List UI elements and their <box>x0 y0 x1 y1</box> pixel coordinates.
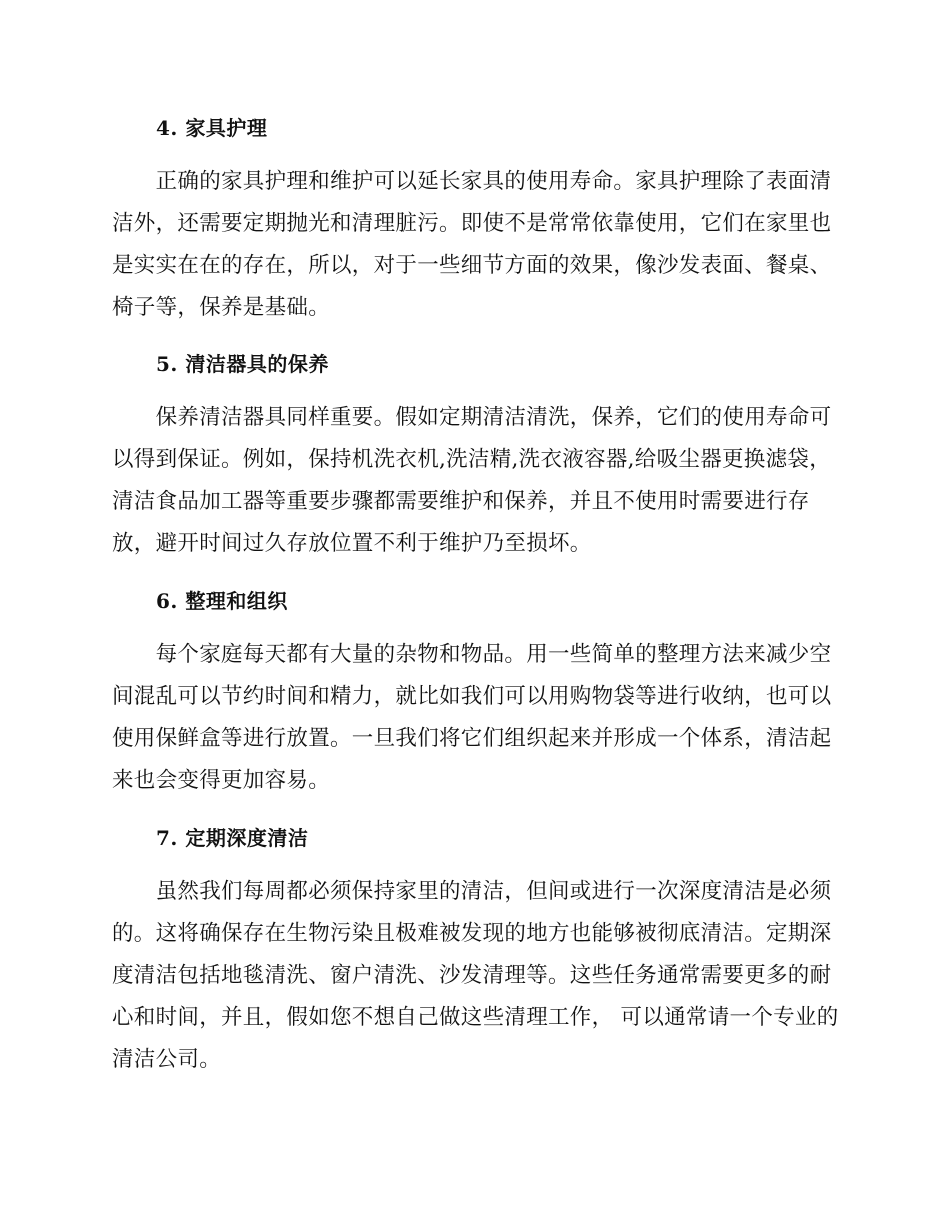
paragraph-line: 是实实在在的存在，所以，对于一些细节方面的效果，像沙发表面、餐桌、 <box>112 253 832 278</box>
paragraph-deep-cleaning <box>112 871 842 1081</box>
paragraph-line: 的。这将确保存在生物污染且极难被发现的地方也能够被彻底清洁。定期深 <box>112 921 832 946</box>
paragraph-line: 虽然我们每周都必须保持家里的清洁，但间或进行一次深度清洁是必须 <box>112 879 832 904</box>
paragraph-line: 每个家庭每天都有大量的杂物和物品。用一些简单的整理方法来减少空 <box>112 642 832 667</box>
section-heading-furniture-care: 4. 家具护理 <box>156 116 268 140</box>
section-heading-deep-cleaning: 7. 定期深度清洁 <box>156 826 309 850</box>
paragraph-line: 间混乱可以节约时间和精力，就比如我们可以用购物袋等进行收纳，也可以 <box>112 684 832 709</box>
paragraph-line: 清洁食品加工器等重要步骤都需要维护和保养，并且不使用时需要进行存 <box>112 489 810 514</box>
paragraph-organizing <box>112 634 842 802</box>
paragraph-line: 使用保鲜盒等进行放置。一旦我们将它们组织起来并形成一个体系，清洁起 <box>112 726 832 751</box>
paragraph-line: 度清洁包括地毯清洗、窗户清洗、沙发清理等。这些任务通常需要更多的耐 <box>112 963 832 988</box>
paragraph-furniture-care <box>112 161 842 329</box>
paragraph-line: 保养清洁器具同样重要。假如定期清洁清洗，保养，它们的使用寿命可 <box>112 405 832 430</box>
paragraph-line: 正确的家具护理和维护可以延长家具的使用寿命。家具护理除了表面清 <box>112 169 832 194</box>
section-heading-organizing: 6. 整理和组织 <box>156 589 288 613</box>
paragraph-line: 放，避开时间过久存放位置不利于维护乃至损坏。 <box>112 531 592 556</box>
paragraph-line: 清洁公司。 <box>112 1047 222 1072</box>
section-heading-cleaning-tools: 5. 清洁器具的保养 <box>156 352 329 376</box>
paragraph-line: 椅子等，保养是基础。 <box>112 295 331 320</box>
paragraph-cleaning-tools <box>112 397 842 565</box>
paragraph-line: 洁外，还需要定期抛光和清理脏污。即使不是常常依靠使用，它们在家里也 <box>112 211 832 236</box>
paragraph-line: 心和时间，并且，假如您不想自己做这些清理工作， 可以通常请一个专业的 <box>112 1005 839 1030</box>
paragraph-line: 来也会变得更加容易。 <box>112 768 331 793</box>
paragraph-line: 以得到保证。例如，保持机洗衣机,洗洁精,洗衣液容器,给吸尘器更换滤袋， <box>112 447 832 472</box>
